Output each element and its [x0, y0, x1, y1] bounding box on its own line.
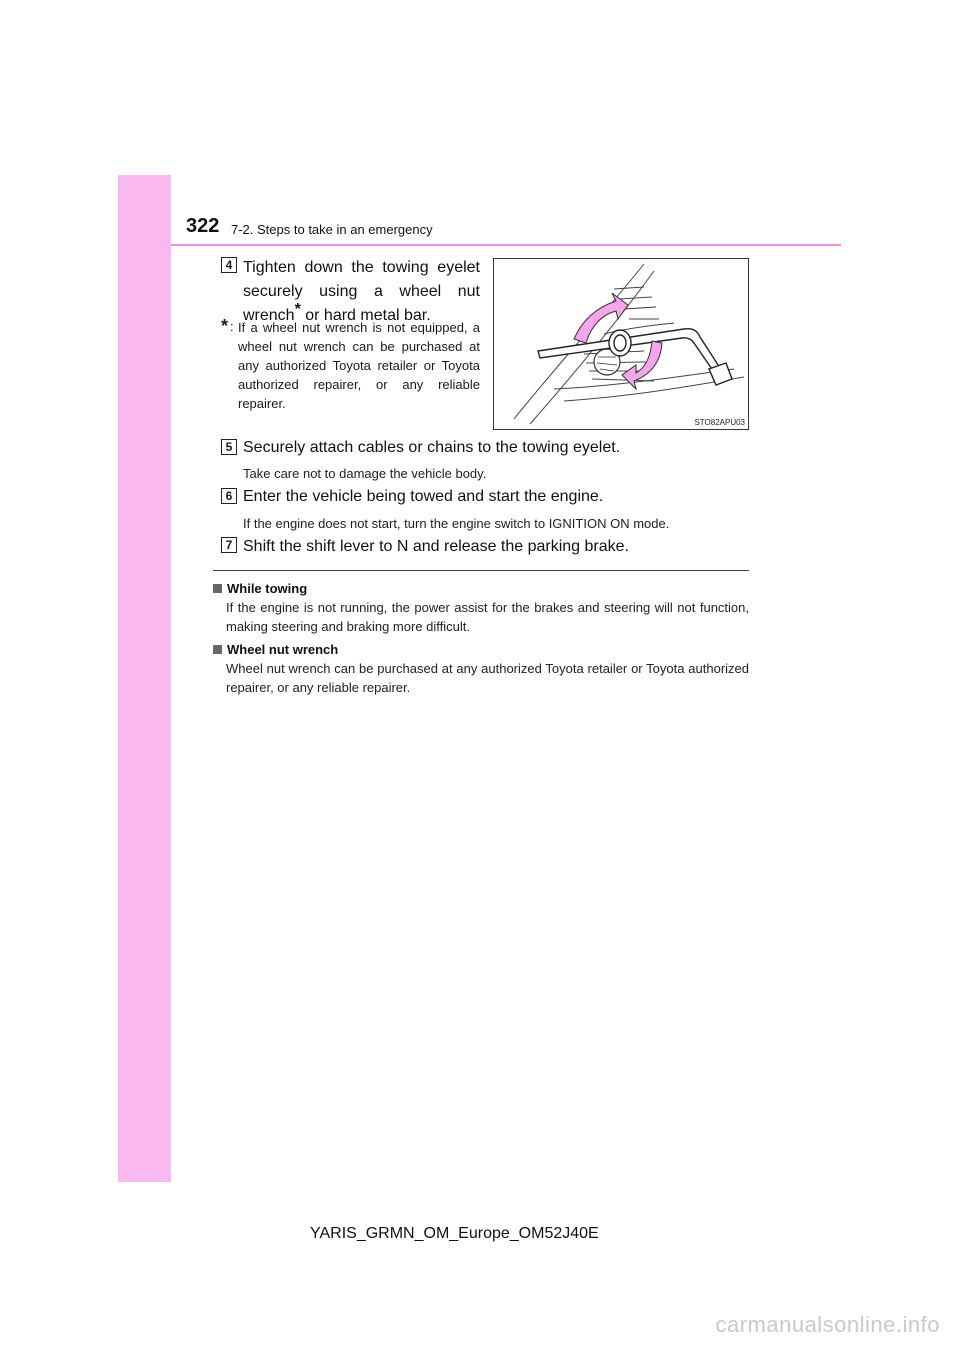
note-title: [213, 580, 749, 598]
step-6-subtext: If the engine does not start, turn the engine switch to IGNITION ON mode.: [243, 516, 670, 531]
footnote-text: If a wheel nut wrench is not equipped, a wheel nut wrench can be purchased at any authorized Toyota retailer or Toyota authorized repairer, or any reliable repairer.: [238, 320, 480, 411]
step-4-footnote-ref: *: [294, 301, 301, 318]
figure-code: STO82APU03: [694, 418, 745, 427]
step-number-5: 5: [221, 439, 237, 455]
section-divider: [213, 570, 749, 571]
section-title: 7-2. Steps to take in an emergency: [231, 222, 433, 237]
step-4-text-main: Tighten down the towing eyelet securely using a wheel nut wrench: [243, 259, 480, 324]
step-5-subtext: Take care not to damage the vehicle body.: [243, 466, 487, 481]
note-bullet-square-icon: [213, 645, 222, 654]
watermark: carmanualsonline.info: [715, 1312, 940, 1337]
note-wheel-nut-wrench: [213, 641, 749, 697]
step-number-7: 7: [221, 537, 237, 553]
wrench-diagram: [494, 259, 748, 429]
note-title-text: Wheel nut wrench: [227, 642, 339, 657]
note-bullet-square-icon: [213, 584, 222, 593]
footnote-mark: *: [221, 316, 229, 336]
step-number-4: 4: [221, 257, 237, 273]
footnote-colon: :: [230, 319, 234, 334]
page-number: 322: [186, 215, 220, 237]
note-title-text: While towing: [227, 581, 308, 596]
footnote: [221, 318, 480, 413]
note-body: Wheel nut wrench can be purchased at any authorized Toyota retailer or Toyota authorized repairer, or any reliable repairer.: [226, 661, 749, 695]
step-6-text: Enter the vehicle being towed and start the engine.: [243, 488, 604, 505]
note-while-towing: [213, 580, 749, 636]
step-5-text: Securely attach cables or chains to the towing eyelet.: [243, 439, 621, 456]
step-7-text: Shift the shift lever to N and release the parking brake.: [243, 538, 629, 555]
note-body: If the engine is not running, the power assist for the brakes and steering will not function, making steering and braking more difficult.: [226, 600, 749, 634]
note-title: [213, 641, 749, 659]
step-number-6: 6: [221, 488, 237, 504]
step-4-text-tail: or hard metal bar.: [300, 307, 431, 324]
document-id: YARIS_GRMN_OM_Europe_OM52J40E: [310, 1225, 599, 1242]
chapter-sidebar-tab: [118, 175, 171, 1182]
header-rule: [171, 244, 841, 246]
towing-eyelet-illustration: [493, 258, 749, 430]
